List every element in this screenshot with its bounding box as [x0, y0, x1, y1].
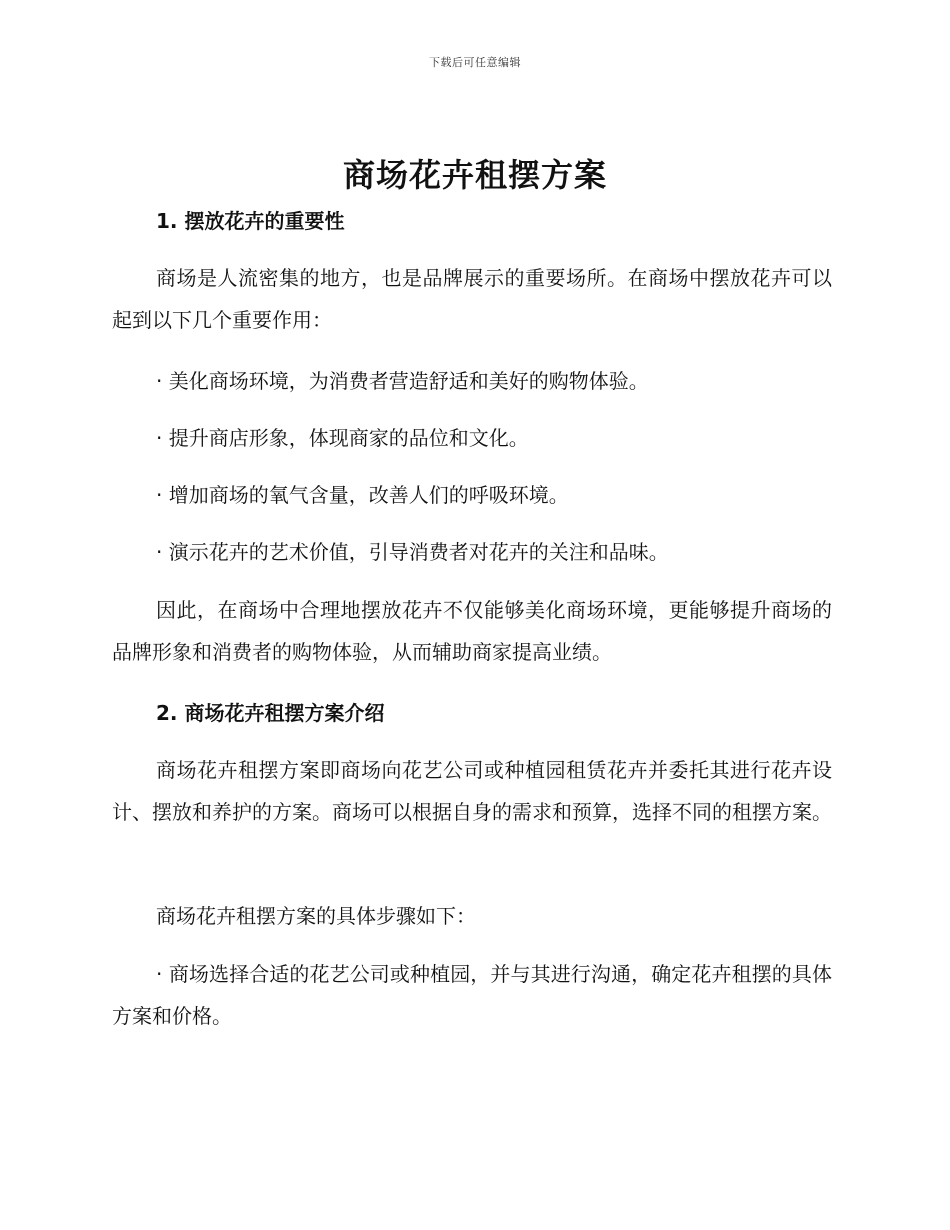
section-1-conclusion: 因此，在商场中合理地摆放花卉不仅能够美化商场环境，更能够提升商场的品牌形象和消费者的购物体验，从而辅助商家提高业绩。 — [112, 598, 832, 664]
section-1-bullet-3: · 增加商场的氧气含量，改善人们的呼吸环境。 — [156, 483, 569, 507]
section-1-bullet-1: · 美化商场环境，为消费者营造舒适和美好的购物体验。 — [156, 369, 649, 393]
section-1-bullet-4: · 演示花卉的艺术价值，引导消费者对花卉的关注和品味。 — [156, 540, 669, 564]
section-2-bullet-1: · 商场选择合适的花艺公司或种植园，并与其进行沟通，确定花卉租摆的具体方案和价格。 — [112, 962, 832, 1028]
section-1-intro: 商场是人流密集的地方，也是品牌展示的重要场所。在商场中摆放花卉可以起到以下几个重要作用： — [112, 266, 832, 332]
page-header-note: 下载后可任意编辑 — [429, 56, 521, 69]
document-title: 商场花卉租摆方案 — [342, 156, 607, 194]
section-2-intro: 商场花卉租摆方案即商场向花艺公司或种植园租赁花卉并委托其进行花卉设计、摆放和养护的方案。商场可以根据自身的需求和预算，选择不同的租摆方案。 — [112, 758, 832, 824]
section-1-heading: 1. 摆放花卉的重要性 — [156, 209, 345, 233]
section-1-bullet-2: · 提升商店形象，体现商家的品位和文化。 — [156, 426, 529, 450]
section-2-heading: 2. 商场花卉租摆方案介绍 — [156, 701, 385, 725]
section-2-steps-intro: 商场花卉租摆方案的具体步骤如下： — [156, 904, 476, 928]
